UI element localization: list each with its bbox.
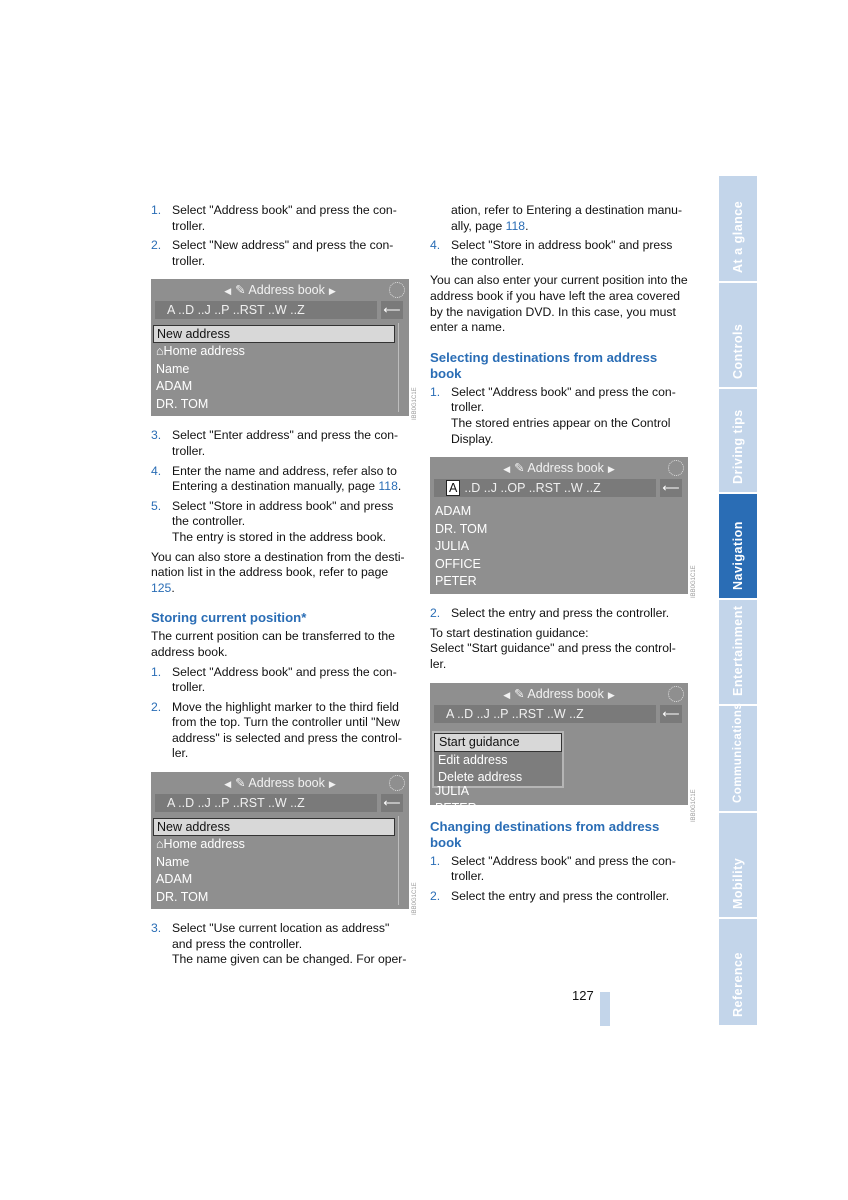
book-icon: ✎ <box>235 283 246 298</box>
back-arrow-icon: ⟵ <box>660 705 682 723</box>
alphabet-cursor: A <box>446 480 460 496</box>
menu-item-start-guidance: Start guidance <box>434 733 562 752</box>
tab-mobility[interactable]: Mobility <box>719 813 757 919</box>
list-item: ADAM <box>156 872 193 887</box>
page-link[interactable]: 118 <box>505 218 526 233</box>
list-item: New address <box>153 818 395 836</box>
section-heading: Changing destinations from address book <box>430 818 660 850</box>
step-item: 3. Select "Use current location as address" and press the controller. The name given can be changed. For oper- <box>151 921 407 967</box>
step-item: 1. Select "Address book" and press the con-troller. <box>151 203 397 233</box>
screen-title-bar: ◀ ✎ Address book ▶ <box>224 283 336 298</box>
list-item: JULIA <box>435 539 470 554</box>
page-link[interactable]: 125 <box>151 580 172 595</box>
list-item: Name <box>156 361 190 376</box>
tab-driving-tips[interactable]: Driving tips <box>719 389 757 494</box>
scrollbar <box>398 816 407 905</box>
paragraph: Select "Start guidance" and press the control-ler. <box>430 641 676 671</box>
step-item: 4. Enter the name and address, refer also to Entering a destination manually, page 118. <box>151 463 402 494</box>
tab-navigation[interactable]: Navigation <box>719 494 757 600</box>
menu-item-delete-address: Delete address <box>438 769 523 784</box>
alphabet-bar: A ..D ..J ..P ..RST ..W ..Z <box>434 705 656 723</box>
step-item: 5. Select "Store in address book" and press the controller. The entry is stored in the address book. <box>151 498 394 544</box>
back-arrow-icon: ⟵ <box>381 301 403 319</box>
book-icon: ✎ <box>235 776 246 791</box>
list-item: OFFICE <box>435 556 481 571</box>
list-item: JULIA <box>435 783 470 798</box>
page-link[interactable]: 118 <box>378 479 398 494</box>
menu-item-edit-address: Edit address <box>438 752 508 767</box>
tab-reference[interactable]: Reference <box>719 919 757 1025</box>
image-code: IBB0G1C1E <box>691 789 697 822</box>
tab-communications[interactable]: Communications <box>719 706 757 813</box>
page-marker-bar <box>600 992 610 1026</box>
screen-title-bar: ◀ ✎ Address book ▶ <box>503 686 615 701</box>
list-item: DR. TOM <box>156 396 209 411</box>
tab-at-a-glance[interactable]: At a glance <box>719 176 757 283</box>
gps-icon <box>668 686 684 702</box>
address-book-screen-2 <box>151 772 409 909</box>
list-item: DR. TOM <box>156 889 209 904</box>
step-item: 1. Select "Address book" and press the con-troller. <box>430 853 676 884</box>
alphabet-bar: A ..D ..J ..OP ..RST ..W ..Z <box>434 479 656 497</box>
right-column <box>430 203 688 908</box>
step-item: 2. Select "New address" and press the con-troller. <box>151 238 394 268</box>
paragraph: You can also store a destination from the desti-nation list in the address book, refer to page 125. <box>151 549 405 595</box>
step-item: 1. Select "Address book" and press the con-troller. The stored entries appear on the Control Display. <box>430 384 676 446</box>
list-item: ⌂Home address <box>156 837 245 852</box>
list-item: DR. TOM <box>435 521 488 536</box>
context-menu <box>432 731 564 788</box>
paragraph: You can also enter your current position into the address book if you have left the area covered by the navigation DVD. In this case, you must enter a name. <box>430 273 688 335</box>
left-column <box>151 203 413 972</box>
paragraph: To start destination guidance: <box>430 625 589 640</box>
list-item: ADAM <box>435 504 472 519</box>
step-item: 2. Move the highlight marker to the third field from the top. Turn the controller until "New address" is selected and press the control-ler. <box>151 699 402 761</box>
list-item: PETER <box>435 574 477 589</box>
tab-controls[interactable]: Controls <box>719 283 757 389</box>
gps-icon <box>389 775 405 791</box>
address-book-screen-4 <box>430 683 688 815</box>
list-item: PETER <box>435 801 477 815</box>
back-arrow-icon: ⟵ <box>660 479 682 497</box>
list-item: New address <box>153 325 395 343</box>
section-heading: Selecting destinations from address book <box>430 349 658 381</box>
section-heading: Storing current position* <box>151 610 307 626</box>
book-icon: ✎ <box>514 461 525 476</box>
gps-icon <box>668 460 684 476</box>
address-book-screen-1 <box>151 279 409 416</box>
step-item: 2. Select the entry and press the controller. <box>430 606 670 621</box>
chapter-tabs <box>719 176 757 1025</box>
screen-list <box>153 325 395 413</box>
image-code: IBB0G1C1E <box>412 882 418 915</box>
alphabet-bar: A ..D ..J ..P ..RST ..W ..Z <box>155 301 377 319</box>
image-code: IBB0G1C1E <box>691 565 697 598</box>
paragraph: The current position can be transferred to the address book. <box>151 629 395 659</box>
back-arrow-icon: ⟵ <box>381 794 403 812</box>
list-item: ⌂Home address <box>156 344 245 359</box>
screen-list <box>153 818 395 906</box>
page-number: 127 <box>572 988 594 1003</box>
step-item: 3. Select "Enter address" and press the con-troller. <box>151 428 399 458</box>
address-book-screen-3 <box>430 457 688 594</box>
step-item: 2. Select the entry and press the controller. <box>430 888 670 903</box>
scrollbar <box>398 323 407 412</box>
list-item: Name <box>156 854 190 869</box>
screen-title-bar: ◀ ✎ Address book ▶ <box>224 776 336 791</box>
step-continuation: ation, refer to Entering a destination manu-ally, page 118. <box>451 203 683 233</box>
tab-entertainment[interactable]: Entertainment <box>719 600 757 706</box>
screen-list <box>432 783 477 818</box>
screen-title-bar: ◀ ✎ Address book ▶ <box>503 461 615 476</box>
step-item: 4. Select "Store in address book" and press the controller. <box>430 238 673 268</box>
book-icon: ✎ <box>514 686 525 701</box>
screen-list <box>432 503 674 591</box>
image-code: IBB0G1C1E <box>412 387 418 420</box>
step-item: 1. Select "Address book" and press the con-troller. <box>151 664 397 695</box>
alphabet-bar: A ..D ..J ..P ..RST ..W ..Z <box>155 794 377 812</box>
list-item: ADAM <box>156 379 193 394</box>
